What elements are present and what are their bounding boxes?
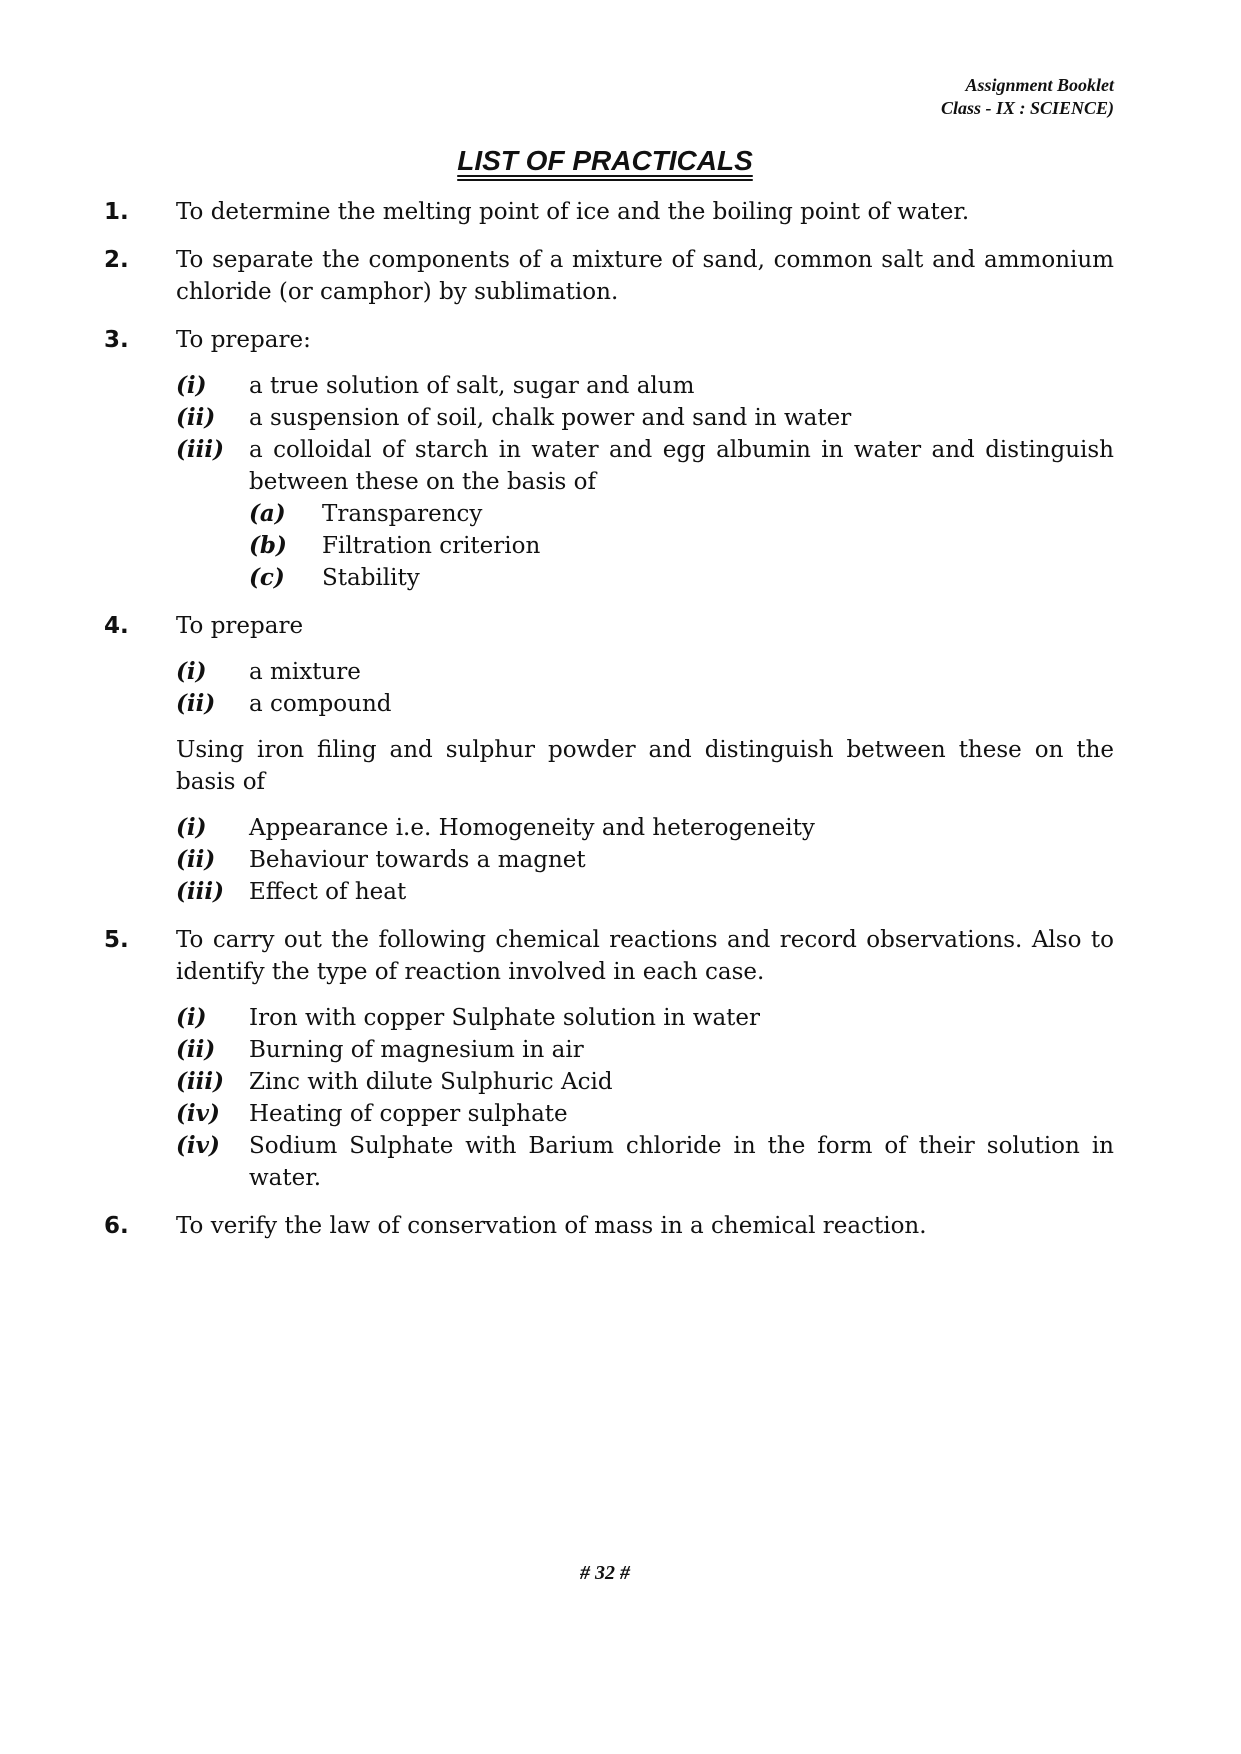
sub-text: Effect of heat [249,879,407,905]
sub-item [176,1002,1114,1034]
item-number: 6. [104,1213,129,1239]
sub-text: a compound [249,691,392,717]
sub-text: Burning of magnesium in air [249,1037,584,1063]
sub-sub-item [249,562,1114,594]
sub-text: a suspension of soil, chalk power and sand in water [249,405,852,431]
sub-item [176,370,1114,402]
header-class: Class - IX : SCIENCE) [940,98,1114,118]
item-paragraph: Using iron filing and sulphur powder and distinguish between these on the basis of [176,737,1114,795]
sub-label: (iv) [176,1100,220,1127]
practical-item-6 [98,1210,1114,1242]
sub-sub-label: (b) [249,532,287,559]
sub-label: (iii) [176,1068,224,1095]
item-text: To determine the melting point of ice and the boiling point of water. [176,199,970,225]
sub-sub-label: (c) [249,564,285,591]
sub-label: (i) [176,372,207,399]
item-number: 2. [104,247,129,273]
sub-label: (ii) [176,846,216,873]
practical-item-2 [98,244,1114,308]
sub-item [176,1034,1114,1066]
item-text: To verify the law of conservation of mass in a chemical reaction. [176,1213,927,1239]
sub-item [176,656,1114,688]
sub-text: a colloidal of starch in water and egg albumin in water and distinguish between these on the basis of [249,437,1114,495]
sub-item [176,434,1114,498]
practical-item-3 [98,324,1114,594]
sub-label: (i) [176,814,207,841]
item-text: To carry out the following chemical reactions and record observations. Also to identify the type of reaction involved in each case. [176,927,1114,985]
sub-label: (iii) [176,436,224,463]
item-text: To prepare: [176,327,311,353]
sub-label: (ii) [176,1036,216,1063]
page-title [0,143,1210,179]
item-number: 1. [104,199,129,225]
sub-item [176,844,1114,876]
sub-text: Iron with copper Sulphate solution in water [249,1005,761,1031]
sub-item [176,402,1114,434]
sub-item [176,812,1114,844]
sub-item [176,1130,1114,1194]
sub-sub-text: Stability [322,565,420,591]
item-number: 5. [104,927,129,953]
sub-text: Appearance i.e. Homogeneity and heterogeneity [249,815,815,841]
sub-label: (iii) [176,878,224,905]
sub-list [176,370,1114,498]
item-number: 4. [104,613,129,639]
sub-item [176,1098,1114,1130]
item-text: To separate the components of a mixture of sand, common salt and ammonium chloride (or camphor) by sublimation. [176,247,1114,305]
sub-label: (i) [176,1004,207,1031]
sub-sub-item [249,530,1114,562]
page-title-text: LIST OF PRACTICALS [457,145,753,176]
sub-item [176,1066,1114,1098]
sub-list [176,1002,1114,1194]
sub-list [176,656,1114,720]
sub-label: (ii) [176,404,216,431]
sub-text: Heating of copper sulphate [249,1101,568,1127]
page-header [941,74,1114,120]
sub-text: a true solution of salt, sugar and alum [249,373,695,399]
item-number: 3. [104,327,129,353]
sub-text: a mixture [249,659,361,685]
sub-sub-list [176,498,1114,594]
sub-list-basis [176,812,1114,908]
sub-item [176,688,1114,720]
page-number: # 32 # [580,1562,630,1584]
sub-text: Zinc with dilute Sulphuric Acid [249,1069,613,1095]
sub-sub-item [249,498,1114,530]
practicals-list [98,196,1114,1258]
sub-sub-label: (a) [249,500,286,527]
sub-label: (ii) [176,690,216,717]
sub-label: (i) [176,658,207,685]
practical-item-5 [98,924,1114,1194]
sub-text: Sodium Sulphate with Barium chloride in the form of their solution in water. [249,1133,1114,1191]
sub-sub-text: Filtration criterion [322,533,541,559]
sub-label: (iv) [176,1132,220,1159]
practical-item-1 [98,196,1114,228]
item-text: To prepare [176,613,304,639]
sub-sub-text: Transparency [322,501,483,527]
sub-item [176,876,1114,908]
sub-text: Behaviour towards a magnet [249,847,586,873]
header-booklet: Assignment Booklet [965,75,1114,95]
practical-item-4 [98,610,1114,908]
